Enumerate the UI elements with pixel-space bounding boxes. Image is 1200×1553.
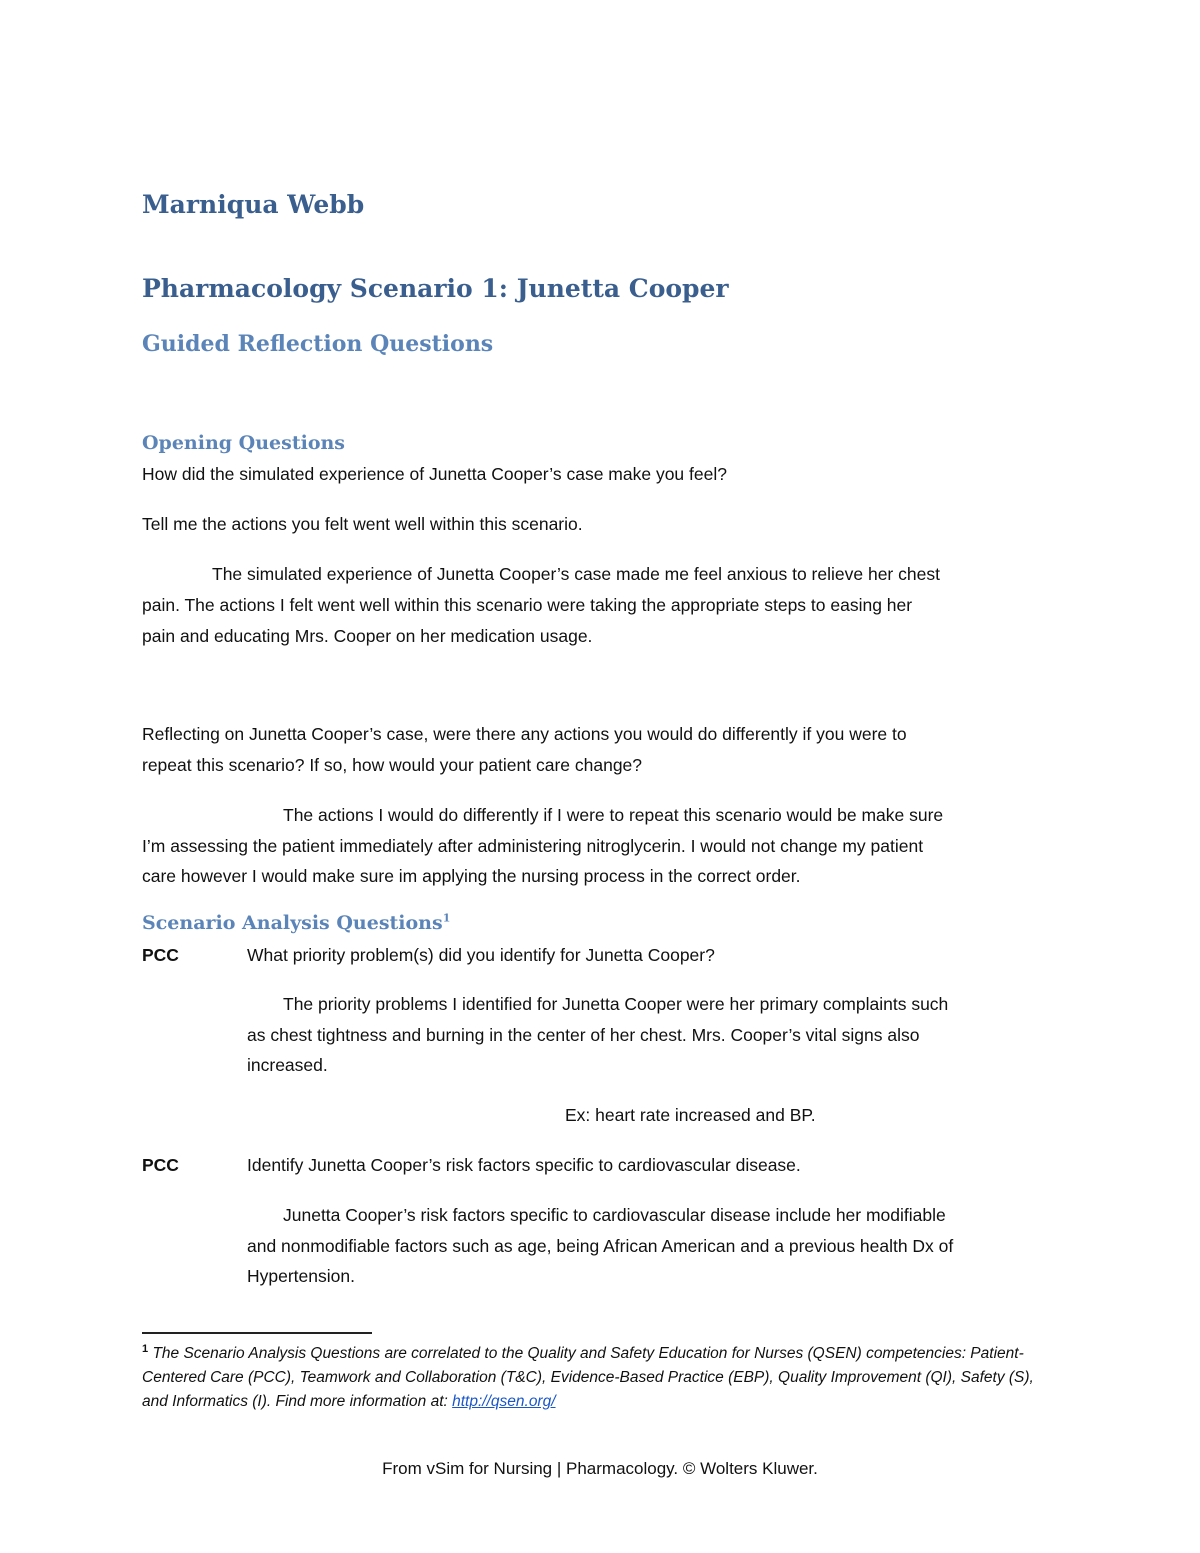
- opening-question-2: Tell me the actions you felt went well within this scenario.: [142, 514, 583, 534]
- analysis-question-2: Identify Junetta Cooper’s risk factors specific to cardiovascular disease.: [247, 1155, 801, 1175]
- scenario-analysis-heading-text: Scenario Analysis Questions: [142, 912, 443, 934]
- footnote-reference[interactable]: 1: [442, 911, 451, 925]
- analysis-question-1: What priority problem(s) did you identify for Junetta Cooper?: [247, 945, 715, 965]
- subtitle: Guided Reflection Questions: [142, 331, 494, 357]
- answer-2-line-3: care however I would make sure im applying the nursing process in the correct order.: [142, 866, 801, 886]
- page-footer: From vSim for Nursing | Pharmacology. © Wolters Kluwer.: [382, 1459, 818, 1478]
- answer-2-line-2: I’m assessing the patient immediately after administering nitroglycerin. I would not change my patient: [142, 836, 924, 856]
- opening-questions-heading: Opening Questions: [142, 432, 345, 454]
- analysis-answer-1-line-2: as chest tightness and burning in the center of her chest. Mrs. Cooper’s vital signs also: [247, 1025, 920, 1045]
- analysis-answer-2-line-1: Junetta Cooper’s risk factors specific to cardiovascular disease include her modifiable: [283, 1205, 946, 1225]
- analysis-answer-1-line-3: increased.: [247, 1055, 328, 1075]
- analysis-answer-2-line-3: Hypertension.: [247, 1266, 355, 1286]
- opening-question-1: How did the simulated experience of Junetta Cooper’s case make you feel?: [142, 464, 727, 484]
- student-name: Marniqua Webb: [142, 190, 365, 219]
- analysis-answer-1-example: Ex: heart rate increased and BP.: [565, 1105, 816, 1125]
- footnote-text: The Scenario Analysis Questions are correlated to the Quality and Safety Education for Nurses (QSEN) competencies: Patient-Centered Care (PCC), Teamwork and Collaboration (T&C), Evidence-Based Practice (EBP), Quality Improvement (QI), Safety (S), and Informatics (I). Find more information at:: [142, 1345, 1034, 1410]
- qsen-link[interactable]: http://qsen.org/: [452, 1393, 556, 1410]
- scenario-analysis-heading: [142, 912, 450, 934]
- footnote-separator: [142, 1332, 372, 1334]
- reflection-question-line-2: repeat this scenario? If so, how would your patient care change?: [142, 755, 643, 775]
- footnote: [142, 1342, 1042, 1414]
- reflection-question-line-1: Reflecting on Junetta Cooper’s case, were there any actions you would do differently if you were to: [142, 724, 907, 744]
- answer-1-line-1: The simulated experience of Junetta Cooper’s case made me feel anxious to relieve her chest: [212, 564, 940, 584]
- analysis-answer-1-line-1: The priority problems I identified for Junetta Cooper were her primary complaints such: [283, 994, 949, 1014]
- answer-1-line-2: pain. The actions I felt went well within this scenario were taking the appropriate steps to easing her: [142, 595, 913, 615]
- footnote-number: 1: [142, 1342, 149, 1355]
- scenario-title: Pharmacology Scenario 1: Junetta Cooper: [142, 274, 729, 303]
- analysis-answer-2-line-2: and nonmodifiable factors such as age, being African American and a previous health Dx of: [247, 1236, 954, 1256]
- answer-1-line-3: pain and educating Mrs. Cooper on her medication usage.: [142, 626, 593, 646]
- answer-2-line-1: The actions I would do differently if I were to repeat this scenario would be make sure: [283, 805, 944, 825]
- competency-label-pcc: PCC: [142, 1155, 179, 1175]
- competency-label-pcc: PCC: [142, 945, 179, 965]
